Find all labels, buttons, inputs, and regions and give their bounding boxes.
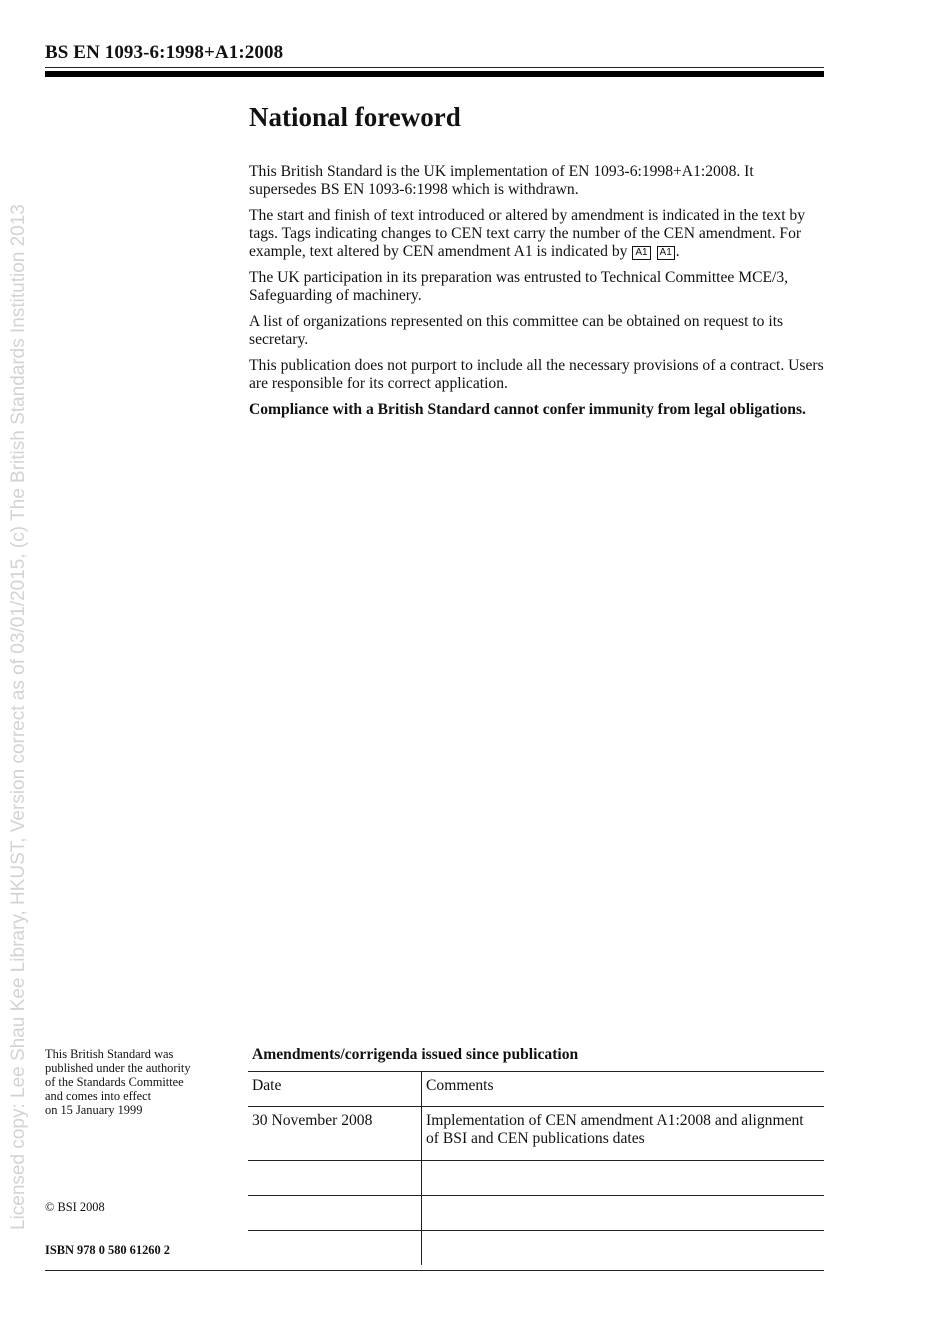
paragraph-2-text: The start and finish of text introduced or altered by amendment is indicated in the text by tags. Tags indicating changes to CEN text carry the number of the CEN amendment. For example, text altered by CEN amendment A1 is indicated by bbox=[249, 207, 806, 260]
authority-line: of the Standards Committee bbox=[45, 1075, 184, 1089]
empty-cell bbox=[422, 1196, 824, 1230]
amendment-date: 30 November 2008 bbox=[248, 1107, 422, 1160]
amendment-tag-open-icon: A1 bbox=[632, 246, 650, 260]
standard-id: BS EN 1093-6:1998+A1:2008 bbox=[45, 42, 284, 63]
table-bottom-rule bbox=[45, 1270, 824, 1271]
empty-cell bbox=[422, 1161, 824, 1195]
paragraph-2-end: . bbox=[675, 243, 680, 260]
amendments-table bbox=[248, 1071, 824, 1265]
amendment-comment: Implementation of CEN amendment A1:2008 and alignment of BSI and CEN publications dates bbox=[426, 1112, 804, 1147]
foreword-paragraph-2 bbox=[249, 207, 825, 261]
empty-cell bbox=[248, 1161, 422, 1195]
foreword-paragraph-3: The UK participation in its preparation was entrusted to Technical Committee MCE/3, Safeguarding of machinery. bbox=[249, 269, 789, 304]
column-header-comments: Comments bbox=[426, 1077, 494, 1094]
copyright-notice: © BSI 2008 bbox=[45, 1200, 105, 1214]
foreword-section bbox=[249, 102, 825, 427]
authority-line: published under the authority bbox=[45, 1061, 191, 1075]
license-watermark: Licensed copy: Lee Shau Kee Library, HKUST, Version correct as of 03/01/2015, (c) The British Standards Institution 2013 bbox=[8, 204, 29, 1230]
authority-statement bbox=[45, 1047, 240, 1117]
page-title: National foreword bbox=[249, 102, 461, 132]
authority-line: on 15 January 1999 bbox=[45, 1103, 143, 1117]
isbn: ISBN 978 0 580 61260 2 bbox=[45, 1243, 170, 1257]
foreword-paragraph-1: This British Standard is the UK implementation of EN 1093-6:1998+A1:2008. It supersedes BS EN 1093-6:1998 which is withdrawn. bbox=[249, 163, 754, 198]
empty-cell bbox=[248, 1196, 422, 1230]
table-row-empty bbox=[248, 1195, 824, 1230]
authority-line: This British Standard was bbox=[45, 1047, 174, 1061]
table-row bbox=[248, 1106, 824, 1160]
compliance-notice: Compliance with a British Standard cannot confer immunity from legal obligations. bbox=[249, 401, 806, 418]
table-row-empty bbox=[248, 1230, 824, 1265]
table-header-row bbox=[248, 1071, 824, 1106]
empty-cell bbox=[422, 1231, 824, 1265]
table-row-empty bbox=[248, 1160, 824, 1195]
foreword-paragraph-4: A list of organizations represented on this committee can be obtained on request to its secretary. bbox=[249, 313, 784, 348]
header-rule-thin bbox=[45, 67, 824, 68]
authority-line: and comes into effect bbox=[45, 1089, 152, 1103]
foreword-paragraph-5: This publication does not purport to include all the necessary provisions of a contract. Users are responsible for its correct application. bbox=[249, 357, 824, 392]
empty-cell bbox=[248, 1231, 422, 1265]
amendments-title: Amendments/corrigenda issued since publication bbox=[252, 1046, 579, 1063]
header-rule-thick bbox=[45, 71, 824, 77]
amendment-tag-close-icon: A1 bbox=[657, 246, 675, 260]
column-header-date: Date bbox=[248, 1072, 422, 1106]
